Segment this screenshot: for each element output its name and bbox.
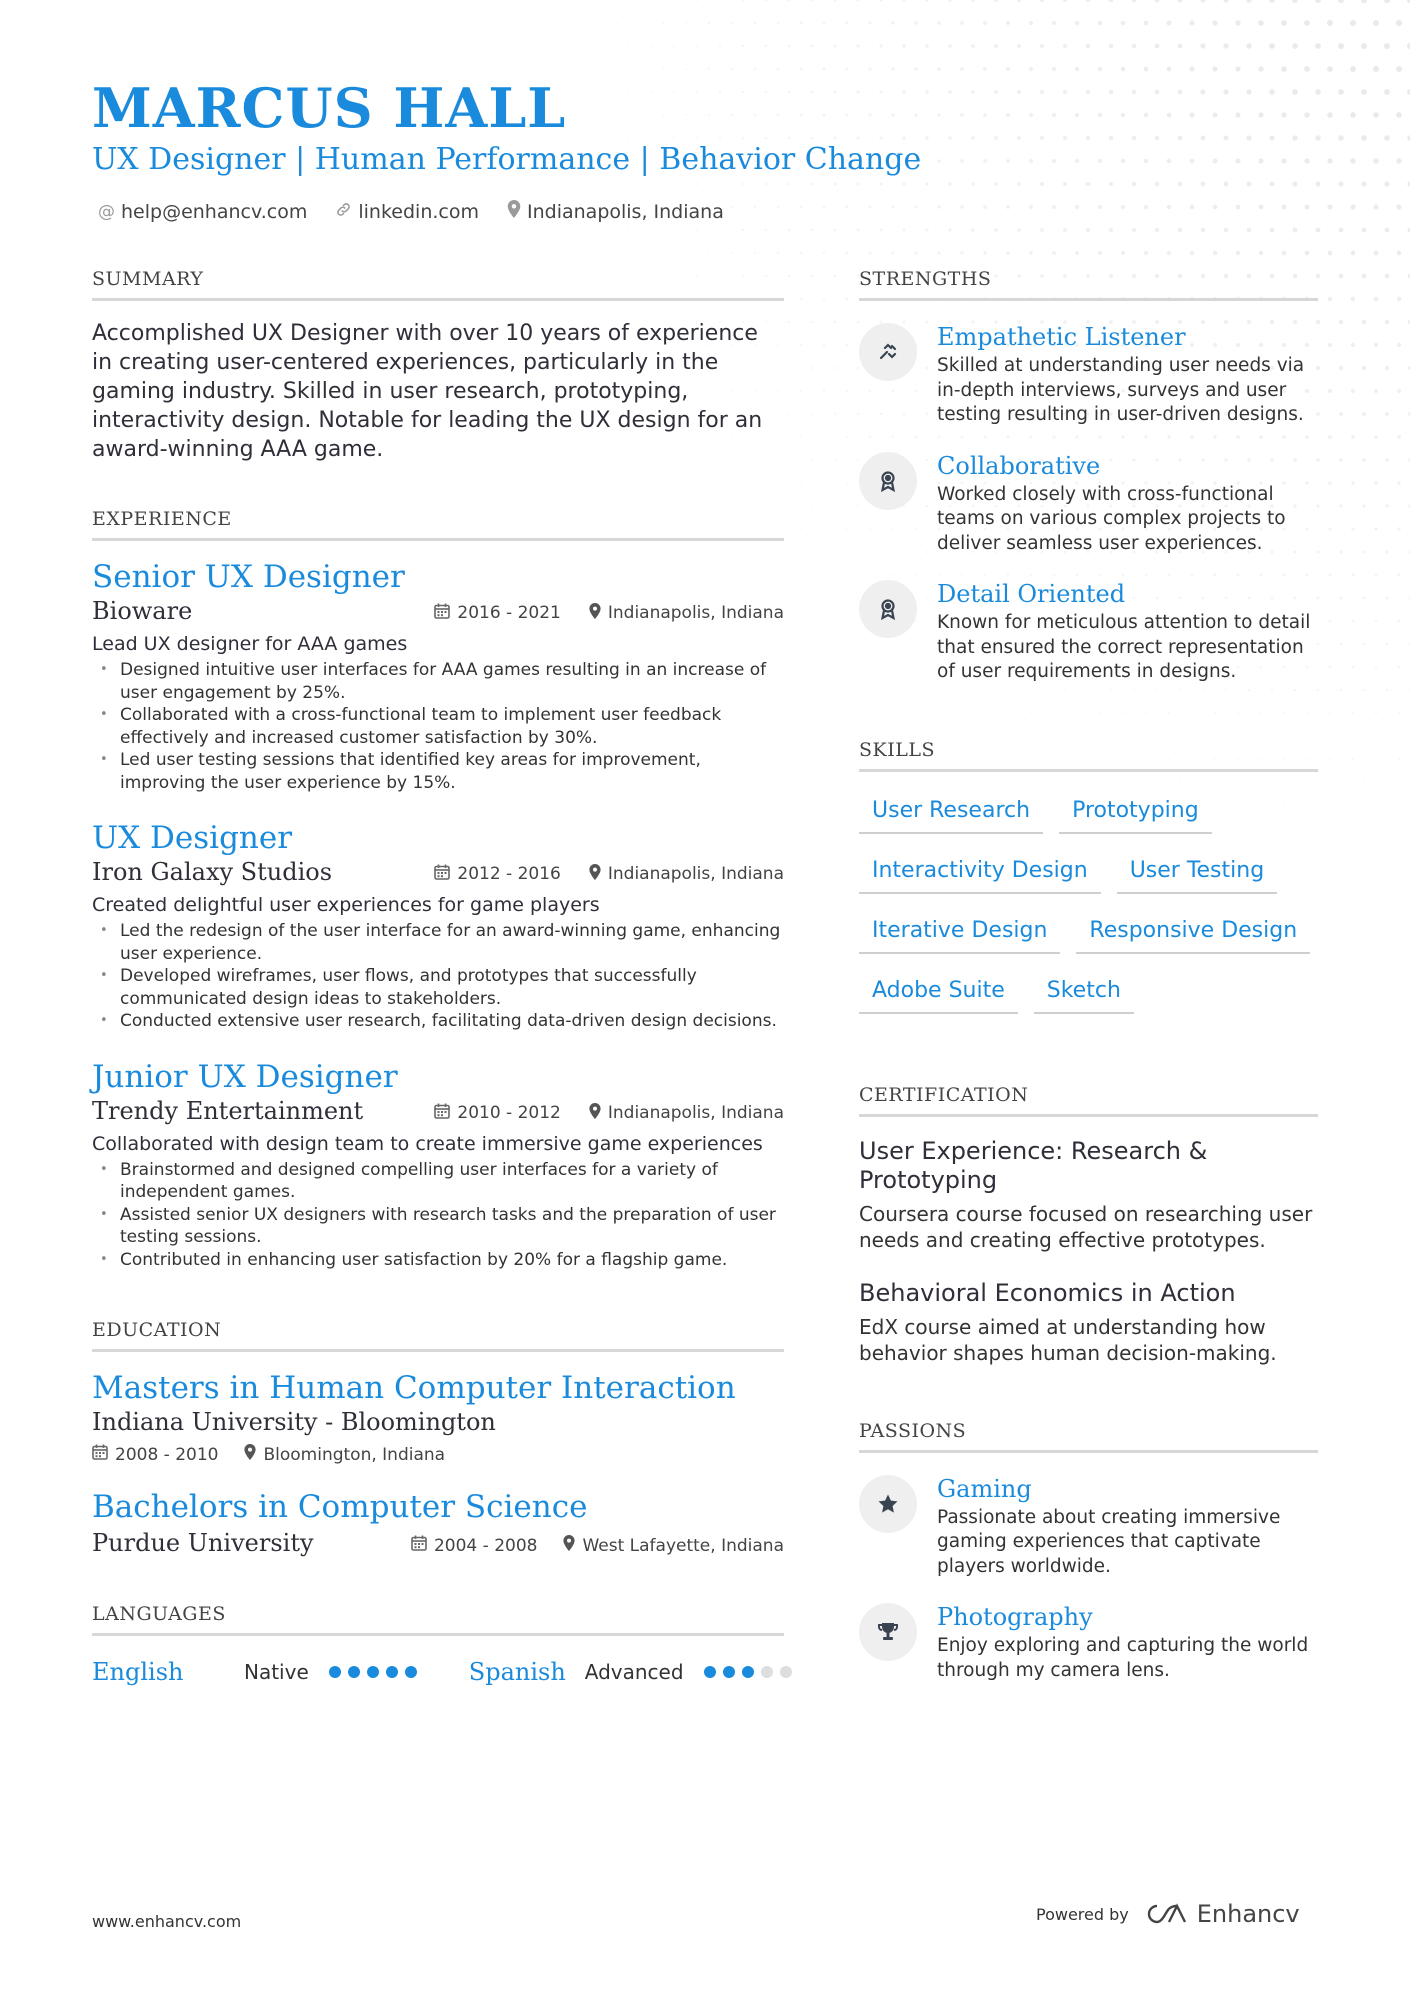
certification-title: User Experience: Research & Prototyping bbox=[859, 1136, 1208, 1194]
languages-list bbox=[92, 1658, 784, 1686]
strength-item bbox=[859, 323, 1318, 428]
strength-title: Empathetic Listener bbox=[937, 323, 1186, 351]
education-degree: Masters in Human Computer Interaction bbox=[92, 1370, 736, 1406]
contact-linkedin[interactable]: linkedin.com bbox=[335, 200, 479, 223]
location-icon bbox=[563, 1535, 575, 1556]
job-dates bbox=[434, 603, 560, 623]
education-row bbox=[92, 1527, 784, 1557]
summary-text: Accomplished UX Designer with over 10 years of experience in creating user-centered experiences, particularly in the gaming industry. Skilled in user research, prototyping, interactivity design. Notable for leading the UX design for an award-winning AAA game. bbox=[92, 321, 763, 462]
education-school: Indiana University - Bloomington bbox=[92, 1408, 496, 1436]
calendar-icon bbox=[92, 1444, 108, 1465]
language-name: Spanish bbox=[468, 1658, 566, 1686]
rating-dot bbox=[742, 1666, 754, 1678]
passion-body bbox=[937, 1475, 1318, 1580]
job-location bbox=[589, 1103, 784, 1123]
job-bullet: • Conducted extensive user research, facilitating data-driven design decisions. bbox=[92, 1010, 784, 1033]
job-location-text: Indianapolis, Indiana bbox=[607, 1102, 784, 1123]
strength-item bbox=[859, 580, 1318, 685]
award-icon bbox=[859, 580, 917, 638]
job-dates bbox=[434, 864, 560, 884]
section-title-passions: PASSIONS bbox=[859, 1420, 1318, 1453]
strength-body bbox=[937, 323, 1318, 428]
education-meta bbox=[92, 1444, 784, 1465]
skill-tag: Prototyping bbox=[1059, 792, 1212, 834]
education-dates bbox=[92, 1444, 218, 1465]
job-company: Iron Galaxy Studios bbox=[92, 858, 333, 886]
education-location bbox=[563, 1535, 784, 1556]
passion-item bbox=[859, 1603, 1318, 1683]
education-list bbox=[92, 1370, 784, 1557]
education-location-text: West Lafayette, Indiana bbox=[582, 1535, 784, 1556]
language-item bbox=[469, 1658, 792, 1686]
language-rating bbox=[704, 1666, 792, 1678]
passions-list bbox=[859, 1475, 1318, 1684]
strength-description: Worked closely with cross-functional teams on various complex projects to deliver seamless user experiences. bbox=[937, 483, 1286, 554]
rating-dot bbox=[386, 1666, 398, 1678]
rating-dot bbox=[329, 1666, 341, 1678]
job-meta bbox=[434, 864, 784, 884]
education-item bbox=[92, 1370, 784, 1465]
strength-title: Detail Oriented bbox=[937, 580, 1126, 608]
right-column bbox=[859, 268, 1318, 1683]
job-company: Trendy Entertainment bbox=[92, 1096, 364, 1125]
job-row bbox=[92, 858, 784, 886]
education-dates-text: 2008 - 2010 bbox=[115, 1444, 219, 1465]
contact-list bbox=[98, 200, 724, 223]
strength-body bbox=[937, 580, 1318, 685]
passion-title: Gaming bbox=[937, 1474, 1032, 1503]
skill-tag: User Testing bbox=[1117, 852, 1277, 894]
job-bullets bbox=[92, 659, 784, 794]
link-icon bbox=[335, 201, 352, 223]
passion-description: Passionate about creating immersive gaming experiences that captivate players worldwide. bbox=[937, 1506, 1281, 1577]
location-icon bbox=[589, 1103, 601, 1123]
job-bullet: • Developed wireframes, user flows, and prototypes that successfully communicated design ideas to stakeholders. bbox=[92, 965, 784, 1010]
job-row bbox=[92, 597, 784, 625]
job-bullets bbox=[92, 1159, 784, 1272]
star-icon bbox=[859, 1475, 917, 1533]
section-title-skills: SKILLS bbox=[859, 739, 1318, 772]
section-title-strengths: STRENGTHS bbox=[859, 268, 1318, 301]
calendar-icon bbox=[434, 603, 450, 623]
skills-list bbox=[859, 792, 1318, 1014]
job-title: UX Designer bbox=[92, 820, 293, 856]
job-dates bbox=[434, 1103, 560, 1123]
rating-dot bbox=[723, 1666, 735, 1678]
section-title-summary: SUMMARY bbox=[92, 268, 784, 301]
enhancv-logo-icon bbox=[1143, 1902, 1189, 1926]
certification-description: EdX course aimed at understanding how behavior shapes human decision-making. bbox=[859, 1314, 1277, 1365]
award-icon bbox=[859, 452, 917, 510]
skill-tag: User Research bbox=[859, 792, 1043, 834]
enhancv-logo[interactable]: Enhancv bbox=[1143, 1900, 1300, 1928]
education-meta bbox=[411, 1535, 784, 1556]
location-icon bbox=[244, 1444, 256, 1465]
experience-item bbox=[92, 559, 784, 794]
rating-dot bbox=[405, 1666, 417, 1678]
job-bullet: • Led user testing sessions that identified key areas for improvement, improving the user experience by 15%. bbox=[92, 749, 784, 794]
strength-body bbox=[937, 452, 1318, 557]
job-row bbox=[92, 1097, 784, 1125]
candidate-name: MARCUS HALL bbox=[92, 76, 567, 140]
location-icon bbox=[589, 603, 601, 623]
at-icon: @ bbox=[98, 201, 115, 222]
rating-dot bbox=[348, 1666, 360, 1678]
job-location-text: Indianapolis, Indiana bbox=[607, 603, 784, 623]
language-rating bbox=[329, 1666, 417, 1678]
education-location bbox=[244, 1444, 445, 1465]
job-bullet: • Designed intuitive user interfaces for AAA games resulting in an increase of user engagement by 25%. bbox=[92, 659, 784, 704]
certification-title: Behavioral Economics in Action bbox=[859, 1278, 1236, 1307]
passion-body bbox=[937, 1603, 1318, 1683]
education-degree: Bachelors in Computer Science bbox=[92, 1489, 588, 1525]
skill-tag: Sketch bbox=[1034, 972, 1134, 1014]
passion-item bbox=[859, 1475, 1318, 1580]
job-location bbox=[589, 603, 784, 623]
footer-brand bbox=[1036, 1900, 1300, 1928]
handshake-icon bbox=[859, 323, 917, 381]
left-column bbox=[92, 268, 784, 1686]
contact-location: Indianapolis, Indiana bbox=[507, 200, 724, 223]
job-description: Created delightful user experiences for game players bbox=[92, 894, 600, 916]
powered-by-label: Powered by bbox=[1036, 1904, 1129, 1924]
footer-url[interactable]: www.enhancv.com bbox=[92, 1912, 242, 1931]
education-location-text: Bloomington, Indiana bbox=[263, 1444, 446, 1465]
job-meta bbox=[434, 1103, 784, 1123]
language-level: Advanced bbox=[584, 1660, 684, 1684]
certification-item bbox=[859, 1137, 1318, 1253]
job-description: Collaborated with design team to create immersive game experiences bbox=[92, 1132, 763, 1155]
job-dates-text: 2012 - 2016 bbox=[457, 864, 561, 884]
section-title-certification: CERTIFICATION bbox=[859, 1084, 1318, 1117]
education-school: Purdue University bbox=[92, 1529, 314, 1557]
location-icon bbox=[589, 864, 601, 884]
certification-item bbox=[859, 1279, 1318, 1366]
rating-dot bbox=[780, 1666, 792, 1678]
job-dates-text: 2010 - 2012 bbox=[457, 1102, 561, 1123]
strength-item bbox=[859, 452, 1318, 557]
education-dates bbox=[411, 1535, 537, 1556]
language-name: English bbox=[92, 1658, 184, 1686]
strengths-list bbox=[859, 323, 1318, 685]
calendar-icon bbox=[434, 1103, 450, 1123]
job-title: Senior UX Designer bbox=[92, 559, 405, 595]
passion-title: Photography bbox=[937, 1603, 1093, 1631]
job-bullet: • Brainstormed and designed compelling user interfaces for a variety of independent games. bbox=[92, 1159, 784, 1204]
contact-email[interactable]: @ help@enhancv.com bbox=[98, 200, 308, 223]
job-bullet: • Contributed in enhancing user satisfaction by 20% for a flagship game. bbox=[92, 1249, 784, 1272]
education-item bbox=[92, 1489, 784, 1557]
strength-description: Skilled at understanding user needs via in-depth interviews, surveys and user testing resulting in user-driven designs. bbox=[937, 355, 1305, 425]
trophy-icon bbox=[859, 1603, 917, 1661]
job-bullet: • Collaborated with a cross-functional team to implement user feedback effectively and increased customer satisfaction by 30%. bbox=[92, 704, 784, 749]
rating-dot bbox=[704, 1666, 716, 1678]
strength-description: Known for meticulous attention to detail that ensured the correct representation of user requirements in designs. bbox=[937, 612, 1311, 682]
education-dates-text: 2004 - 2008 bbox=[433, 1535, 538, 1556]
experience-item bbox=[92, 1059, 784, 1272]
job-bullet: • Led the redesign of the user interface for an award-winning game, enhancing user experience. bbox=[92, 920, 784, 965]
experience-list bbox=[92, 559, 784, 1271]
job-location-text: Indianapolis, Indiana bbox=[607, 864, 784, 884]
experience-item bbox=[92, 820, 784, 1033]
rating-dot bbox=[761, 1666, 773, 1678]
section-title-education: EDUCATION bbox=[92, 1319, 784, 1352]
job-location bbox=[589, 864, 784, 884]
job-meta bbox=[434, 603, 784, 623]
rating-dot bbox=[367, 1666, 379, 1678]
section-title-experience: EXPERIENCE bbox=[92, 508, 784, 541]
passion-description: Enjoy exploring and capturing the world through my camera lens. bbox=[937, 1635, 1309, 1681]
job-description: Lead UX designer for AAA games bbox=[92, 633, 408, 655]
location-icon bbox=[507, 200, 521, 223]
certification-list bbox=[859, 1137, 1318, 1366]
job-company: Bioware bbox=[92, 597, 193, 625]
candidate-headline: UX Designer | Human Performance | Behavior Change bbox=[92, 142, 922, 177]
certification-description: Coursera course focused on researching user needs and creating effective prototypes. bbox=[859, 1201, 1313, 1252]
skill-tag: Iterative Design bbox=[859, 912, 1060, 954]
job-dates-text: 2016 - 2021 bbox=[457, 603, 561, 623]
skill-tag: Interactivity Design bbox=[859, 852, 1101, 894]
job-bullet: • Assisted senior UX designers with research tasks and the preparation of user testing sessions. bbox=[92, 1204, 784, 1249]
language-item bbox=[92, 1658, 417, 1686]
skill-tag: Responsive Design bbox=[1076, 912, 1310, 954]
strength-title: Collaborative bbox=[937, 451, 1101, 480]
job-bullets bbox=[92, 920, 784, 1033]
calendar-icon bbox=[411, 1535, 427, 1556]
job-title: Junior UX Designer bbox=[92, 1058, 398, 1095]
calendar-icon bbox=[434, 864, 450, 884]
section-title-languages: LANGUAGES bbox=[92, 1603, 784, 1636]
language-level: Native bbox=[244, 1660, 309, 1684]
skill-tag: Adobe Suite bbox=[859, 972, 1018, 1014]
